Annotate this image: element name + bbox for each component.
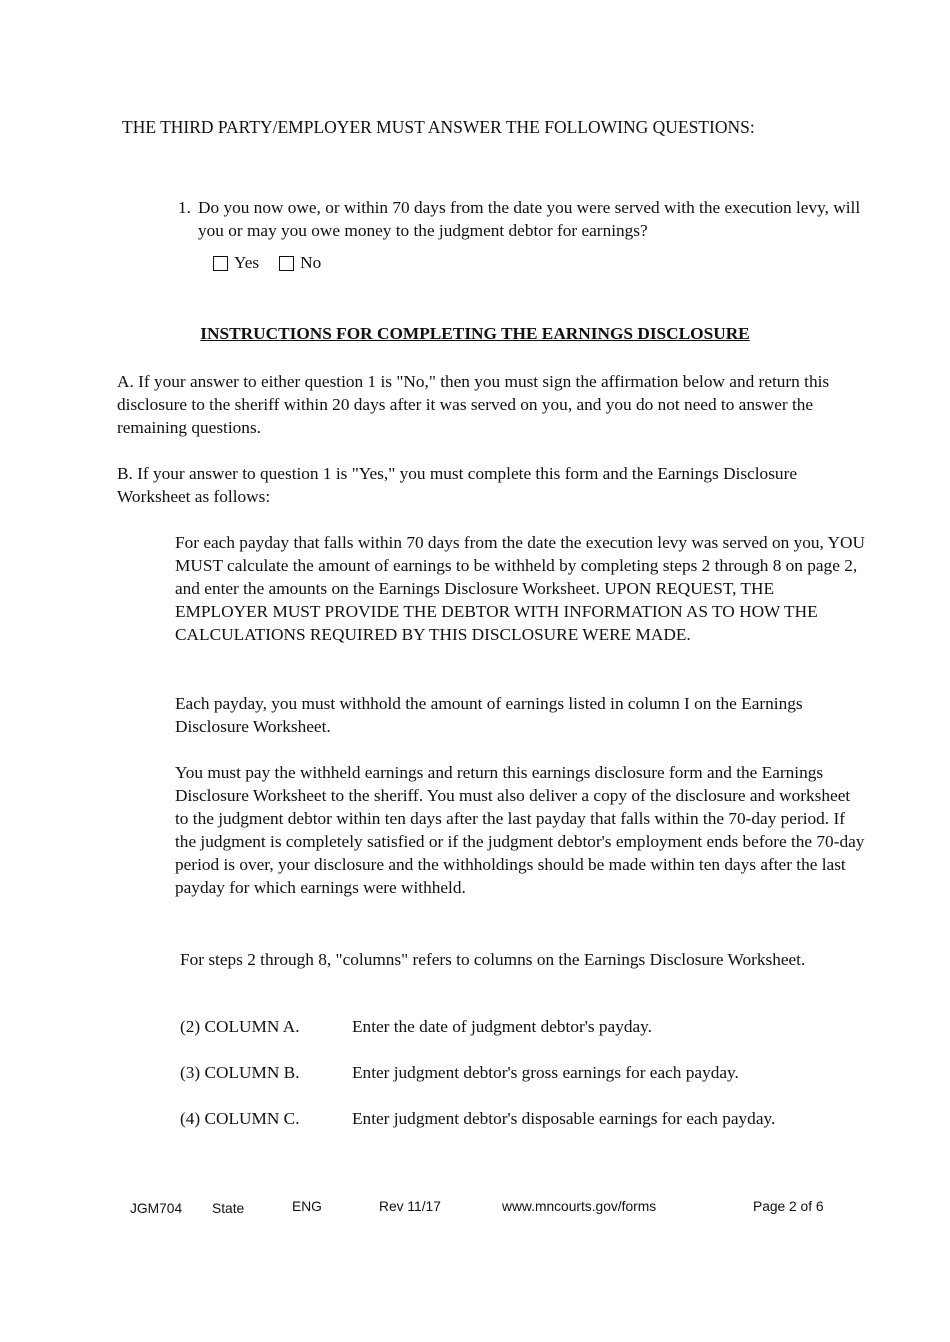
instructions-title: INSTRUCTIONS FOR COMPLETING THE EARNINGS DISCLOSURE	[200, 324, 750, 343]
footer-jurisdiction: State	[212, 1201, 245, 1216]
footer-language: ENG	[292, 1199, 322, 1214]
no-label: No	[300, 253, 322, 272]
yes-option[interactable]	[213, 253, 259, 273]
instruction-b-paragraph-2: Each payday, you must withhold the amount of earnings listed in column I on the Earnings Disclosure Worksheet.	[175, 694, 803, 736]
question-1-text: Do you now owe, or within 70 days from the date you were served with the execution levy, will you or may you owe money to the judgment debtor for earnings?	[198, 198, 861, 240]
no-checkbox[interactable]	[279, 256, 294, 271]
question-1-options	[213, 253, 341, 273]
step-column-c-text: Enter judgment debtor's disposable earnings for each payday.	[352, 1109, 776, 1128]
step-column-c-label: (4) COLUMN C.	[180, 1109, 300, 1128]
yes-label: Yes	[234, 253, 260, 272]
instruction-a: A. If your answer to either question 1 is "No," then you must sign the affirmation below and return this disclosure to the sheriff within 20 days after it was served on you, and you do not need to answer the remaining questions.	[117, 372, 830, 437]
step-column-b-label: (3) COLUMN B.	[180, 1063, 300, 1082]
footer-form-id: JGM704	[130, 1201, 183, 1216]
question-1-number: 1.	[178, 198, 191, 217]
instruction-b-paragraph-3: You must pay the withheld earnings and return this earnings disclosure form and the Earnings Disclosure Worksheet to the sheriff. You must also deliver a copy of the disclosure and worksheet to the judgment debtor within ten days after the last payday that falls within the 70-day period. If the judgment is completely satisfied or if the judgment debtor's employment ends before the 70-day period is over, your disclosure and the withholdings should be made within ten days after the last payday for which earnings were withheld.	[175, 763, 865, 897]
instruction-b-paragraph-1: For each payday that falls within 70 days from the date the execution levy was served on you, YOU MUST calculate the amount of earnings to be withheld by completing steps 2 through 8 on page 2, and enter the amounts on the Earnings Disclosure Worksheet. UPON REQUEST, THE EMPLOYER MUST PROVIDE THE DEBTOR WITH INFORMATION AS TO HOW THE CALCULATIONS REQUIRED BY THIS DISCLOSURE WERE MADE.	[175, 533, 865, 644]
question-1	[178, 196, 868, 242]
instruction-b: B. If your answer to question 1 is "Yes," you must complete this form and the Earnings Disclosure Worksheet as follows:	[117, 464, 797, 506]
step-column-a-text: Enter the date of judgment debtor's payday.	[352, 1017, 652, 1036]
no-option[interactable]	[279, 253, 321, 273]
steps-note: For steps 2 through 8, "columns" refers to columns on the Earnings Disclosure Worksheet.	[180, 950, 806, 969]
step-column-b-text: Enter judgment debtor's gross earnings for each payday.	[352, 1063, 739, 1082]
footer-url: www.mncourts.gov/forms	[502, 1199, 657, 1214]
step-column-a-label: (2) COLUMN A.	[180, 1017, 300, 1036]
footer-page-number: Page 2 of 6	[753, 1199, 824, 1214]
yes-checkbox[interactable]	[213, 256, 228, 271]
footer-revision: Rev 11/17	[379, 1199, 441, 1214]
page-heading: THE THIRD PARTY/EMPLOYER MUST ANSWER THE FOLLOWING QUESTIONS:	[122, 117, 755, 137]
